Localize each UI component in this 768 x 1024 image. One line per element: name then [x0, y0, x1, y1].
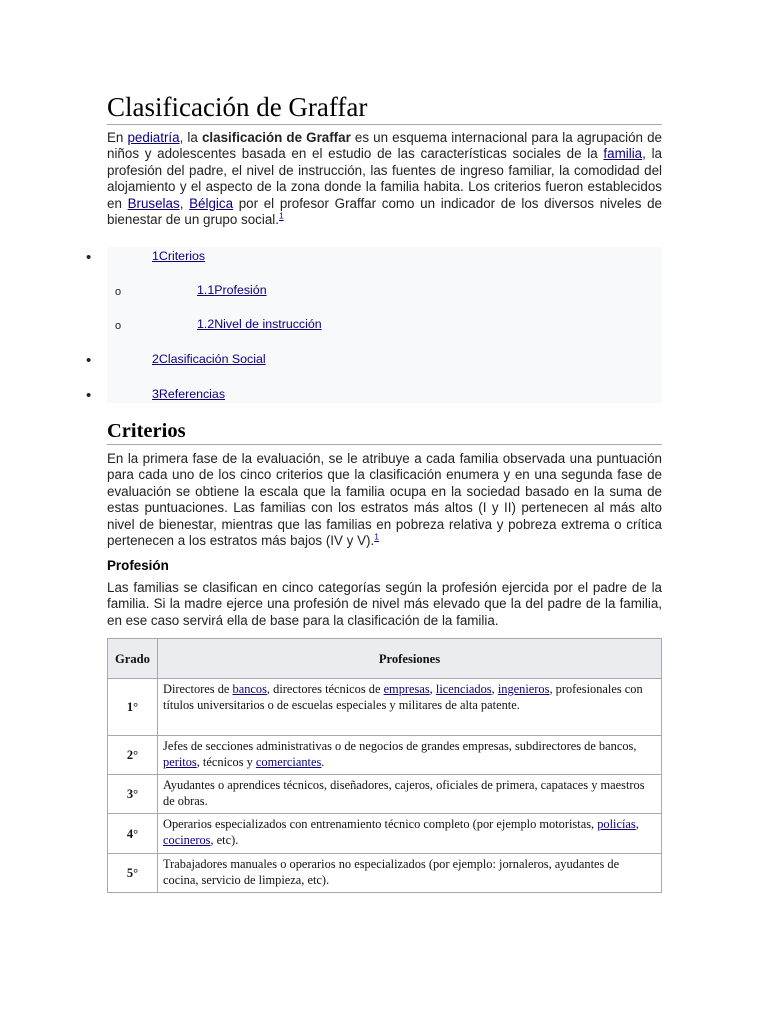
- toc-label: Referencias: [158, 387, 226, 401]
- intro-text: ,: [179, 195, 190, 211]
- link-bruselas[interactable]: Bruselas: [127, 195, 180, 211]
- criterios-paragraph: [107, 451, 662, 549]
- profesion-text: ,: [635, 817, 639, 831]
- link-policías[interactable]: policías: [597, 817, 636, 831]
- profesion-text: Directores de: [163, 682, 233, 696]
- toc-item-clasificacion-social[interactable]: [152, 352, 266, 367]
- toc-label: Profesión: [214, 283, 267, 297]
- intro-text: es un esquema internacional para la agrupación de niños y adolescentes basada en el estudio de las características sociales de la: [107, 130, 662, 162]
- grado-cell: 2°: [108, 736, 158, 775]
- page-title: Clasificación de Graffar: [107, 90, 662, 125]
- toc-number: 1.2: [197, 317, 215, 331]
- link-peritos[interactable]: peritos: [163, 755, 197, 769]
- profesion-text: ,: [491, 682, 498, 696]
- profesion-cell: [158, 736, 662, 775]
- grado-cell: 1°: [108, 679, 158, 736]
- profesiones-table: [107, 638, 662, 893]
- table-row: [108, 679, 662, 736]
- grado-cell: 5°: [108, 854, 158, 893]
- profesion-text: Trabajadores manuales o operarios no especializados (por ejemplo: jornaleros, ayudantes de cocina, servicio de limpieza, etc).: [163, 857, 620, 887]
- link-belgica[interactable]: Bélgica: [189, 195, 234, 211]
- toc-label: Nivel de instrucción: [214, 317, 322, 331]
- profesion-text: , etc).: [210, 833, 239, 847]
- link-comerciantes[interactable]: comerciantes: [255, 755, 322, 769]
- intro-text: , la: [179, 130, 202, 145]
- profesion-text: ,: [429, 682, 436, 696]
- toc-number: 1: [152, 249, 159, 263]
- profesion-cell: [158, 814, 662, 854]
- profesion-text: .: [321, 755, 325, 769]
- toc-bullet: •: [86, 352, 92, 369]
- toc-bullet: o: [115, 320, 122, 332]
- section-heading-criterios: Criterios: [107, 418, 662, 445]
- profesion-text: , técnicos y: [196, 755, 256, 769]
- profesion-cell: [158, 775, 662, 814]
- intro-text: En: [107, 130, 128, 145]
- toc-bullet: o: [115, 286, 122, 298]
- reference-link[interactable]: 1: [278, 210, 284, 221]
- table-row: [108, 814, 662, 854]
- profesion-text: , directores técnicos de: [266, 682, 384, 696]
- toc-number: 3: [152, 387, 159, 401]
- intro-bold-term: clasificación de Graffar: [201, 130, 351, 145]
- toc-bullet: •: [86, 387, 92, 404]
- profesion-paragraph: Las familias se clasifican en cinco categorías según la profesión ejercida por el padre de la familia. Si la madre ejerce una profesión de nivel más elevado que la del padre de la familia, en ese caso servirá ella de base para la clasificación de la familia.: [107, 580, 662, 628]
- toc-item-criterios[interactable]: [152, 249, 205, 264]
- link-cocineros[interactable]: cocineros: [163, 833, 211, 847]
- toc-label: Criterios: [158, 249, 206, 263]
- table-row: [108, 854, 662, 893]
- column-header-grado: Grado: [108, 639, 158, 679]
- toc-item-referencias[interactable]: [152, 387, 225, 402]
- reference-link[interactable]: 1: [374, 531, 379, 542]
- toc-number: 2: [152, 352, 159, 366]
- toc-label: Clasificación Social: [158, 352, 266, 366]
- link-familia[interactable]: familia: [603, 146, 643, 162]
- link-empresas[interactable]: empresas: [383, 682, 430, 696]
- link-ingenieros[interactable]: ingenieros: [497, 682, 550, 696]
- profesion-text: Ayudantes o aprendices técnicos, diseñadores, cajeros, oficiales de primera, capataces y maestros de obras.: [163, 778, 645, 808]
- profesion-text: , profesionales con títulos universitarios o de escuelas especiales y militares de alta patente.: [163, 682, 643, 712]
- link-licenciados[interactable]: licenciados: [435, 682, 492, 696]
- toc-bullet: •: [86, 249, 92, 266]
- link-pediatria[interactable]: pediatría: [127, 130, 180, 145]
- profesion-cell: [158, 854, 662, 893]
- subheading-profesion: Profesión: [107, 558, 169, 573]
- toc-item-profesion[interactable]: [197, 283, 267, 298]
- intro-paragraph: [107, 130, 662, 228]
- toc-item-nivel-de-instruccion[interactable]: [197, 317, 322, 332]
- profesion-text: Jefes de secciones administrativas o de negocios de grandes empresas, subdirectores de bancos,: [163, 739, 637, 753]
- column-header-profesiones: Profesiones: [158, 639, 662, 679]
- criterios-text: En la primera fase de la evaluación, se le atribuye a cada familia observada una puntuación para cada uno de los cinco criterios que la clasificación enumera y en una segunda fase de evaluación se obtiene la escala que la familia ocupa en la sociedad basado en la suma de estas puntuaciones. Las familias con los estratos más altos (I y II) pertenecen al más alto nivel de bienestar, mientras que las familias en pobreza relativa y pobreza extrema o crítica pertenecen a los estratos más bajos (IV y V).: [107, 451, 662, 549]
- grado-cell: 3°: [108, 775, 158, 814]
- intro-text: , la profesión del padre, el nivel de instrucción, las fuentes de ingreso familiar, la comodidad del alojamiento y el aspecto de la zona donde la familia habita. Los criterios fueron establecidos en: [107, 146, 662, 211]
- grado-cell: 4°: [108, 814, 158, 854]
- profesion-text: Operarios especializados con entrenamiento técnico completo (por ejemplo motoristas,: [163, 817, 598, 831]
- toc-number: 1.1: [197, 283, 215, 297]
- intro-text: por el profesor Graffar como un indicador de los diversos niveles de bienestar de un grupo social.: [107, 195, 662, 228]
- table-of-contents: [107, 247, 662, 403]
- table-row: [108, 775, 662, 814]
- link-bancos[interactable]: bancos: [232, 682, 267, 696]
- table-row: [108, 736, 662, 775]
- profesion-cell: [158, 679, 662, 736]
